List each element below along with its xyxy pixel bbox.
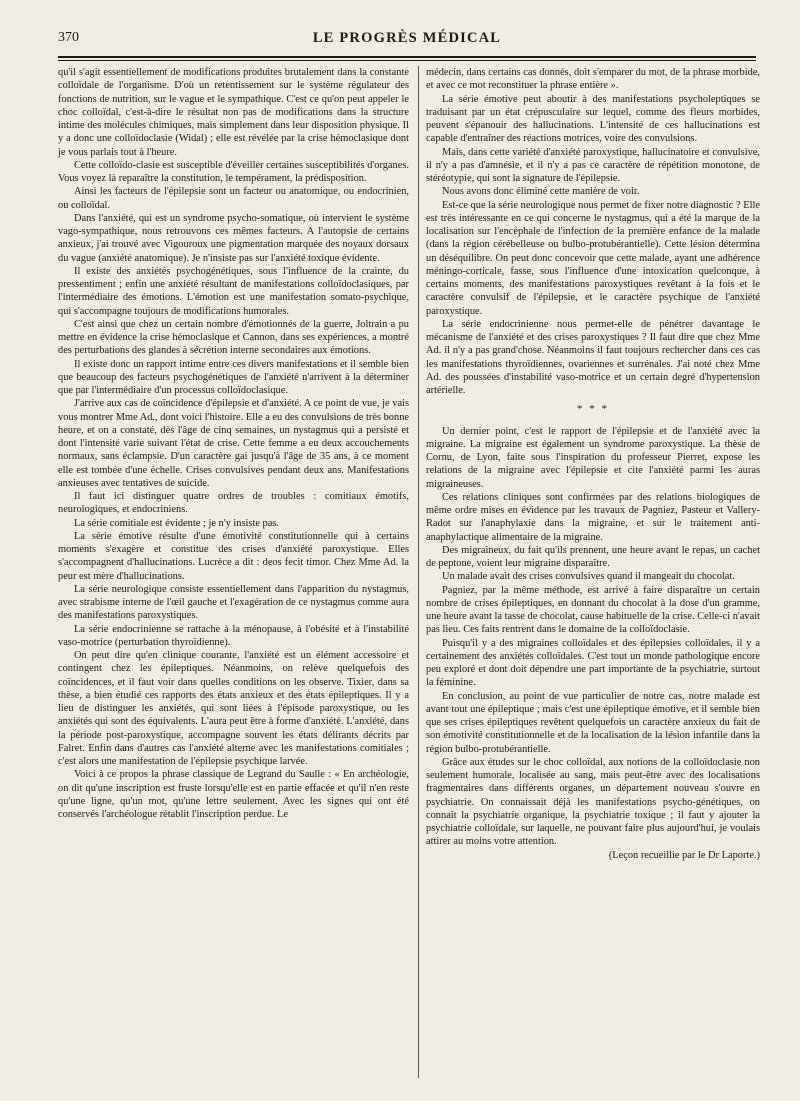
paragraph: Dans l'anxiété, qui est un syndrome psycho-somatique, où intervient le système vago-sympathique, nous retrouvons ces mêmes facteurs. A l'autopsie de certains anxieux, j'ai trouvé avec Vigouroux une pigmentation marquée des noyaux dorsaux du vague (anxiété anatomique). Je n'insiste pas sur l'anxiété toxique évidente. — [58, 212, 409, 264]
paragraph: Un malade avait des crises convulsives quand il mangeait du chocolat. — [442, 571, 735, 583]
page-header — [58, 30, 756, 52]
paragraph: Il faut ici distinguer quatre ordres de troubles : comitiaux émotifs, neurologiques, et endocriniens. — [58, 491, 409, 516]
paragraph: Il existe donc un rapport intime entre ces divers manifestations et il semble bien que beaucoup des facteurs psychogénétiques de l'anxiété n'arrivent à la déterminer que par l'intermédiaire d'un processus colloïdoclasique. — [58, 358, 409, 396]
paragraph: Ces relations cliniques sont confirmées par des relations biologiques de même ordre mises en évidence par les travaux de Pagniez, Pasteur et Vallery-Radot sur l'anaphylaxie dans la migraine, et sur le traitement anti-anaphylactique alimentaire de la migraine. — [426, 491, 760, 543]
paragraph: Grâce aux études sur le choc colloïdal, aux notions de la colloïdoclasie non seulement humorale, localisée au sang, mais peut-être avec des localisations fragmentaires dans différents organes, un département nouveau s'ouvre en psychiatrie. On connaissait déjà les manifestations psycho-génétiques, on connaît la psychiatrie organique, la psychiatrie toxique ; il faut y ajouter la psychiatrie colloïdale, sur laquelle, ne pouvant faire plus aujourd'hui, je voulais attirer au moins votre attention. — [426, 756, 760, 848]
paragraph: Voici à ce propos la phrase classique de Legrand du Saulle : « En archéologie, on dit qu'une inscription est fruste lorsqu'elle est en partie effacée et qu'il n'en reste qu'une ligne, qu'un mot, qu'une lettre seulement. Avec les signes qui ont été conservés l'archéologue rétablit l'inscription perdue. Le — [58, 769, 409, 820]
paragraph: Des migraineux, du fait qu'ils prennent, une heure avant le repas, un cachet de peptone, voient leur migraine disparaître. — [426, 544, 760, 569]
section-separator: * * * — [577, 403, 609, 416]
paragraph: Nous avons donc éliminé cette manière de voir. — [442, 186, 640, 198]
paragraph: La série neurologique consiste essentiellement dans l'apparition du nystagmus, avec strabisme interne de l'œil gauche et l'exagération de ce nystagmus comme aura des manifestations paroxystiques. — [58, 583, 409, 622]
paragraph: J'arrive aux cas de coïncidence d'épilepsie et d'anxiété. A ce point de vue, je vais vous montrer Mme Ad., dont voici l'histoire. Elle a eu des convulsions de très bonne heure, et on a constaté, dès l'âge de cinq semaines, un nystagmus qui a persisté et dont l'intensité varie suivant l'état de crise. Cette femme a eu deux accouchements normaux, sans éclampsie. D'un caractère gai jusqu'à l'âge de 35 ans, à ce moment elle est tombée d'une échelle. Crises convulsives pendant deux ans. Manifestations anxieuses avec tentatives de suicide. — [58, 398, 409, 489]
paragraph: La série comitiale est évidente ; je n'y insiste pas. — [74, 517, 280, 529]
paragraph: Ainsi les facteurs de l'épilepsie sont un facteur ou anatomique, ou endocrinien, ou colloïdal. — [58, 186, 409, 211]
paragraph: Puisqu'il y a des migraines colloïdales et des épilepsies colloïdales, il y a certainement des anxiétés colloïdales. C'est tout un monde pathologique encore peu exploré et dont doit dépendre une part importante de la psychiatrie, surtout la féminine. — [426, 637, 760, 689]
paragraph: La série endocrinienne se rattache à la ménopause, à l'obésité et à l'instabilité vaso-motrice (perturbation thyroïdienne). — [58, 623, 409, 648]
column-divider — [418, 66, 419, 1078]
paragraph: La série émotive résulte d'une émotivité constitutionnelle qui à certains moments s'exagère et constitue des crises d'anxiété paroxystique. Elles s'accompagnent d'hallucinations. Lucrèce a dit : deos fecit timor. Chez Mme Ad. la peur est mère d'hallucinations. — [58, 530, 409, 582]
right-column — [426, 66, 760, 862]
paragraph: Est-ce que la série neurologique nous permet de fixer notre diagnostic ? Elle est très intéressante en ce qui concerne le nystagmus, qui a été la marque de la localisation sur l'encéphale de l'infection de la première enfance de la malade (dans la région cérébelleuse ou bulbo-protubérantielle). Cette lésion détermina un déséquilibre. On peut donc concevoir que cette malade, ayant une adhérence méningo-corticale, fasse, sous l'influence d'une intoxication quelconque, à certains moments, des manifestations paroxystiques revêtant à la fois et le caractère convulsif de l'épilepsie, et le caractère psychique de l'anxiété paroxystique. — [426, 199, 760, 317]
journal-title: LE PROGRÈS MÉDICAL — [312, 30, 502, 46]
paragraph: Il existe des anxiétés psychogénétiques, sous l'influence de la crainte, du pressentiment ; enfin une anxiété résultant de manifestations colloïdoclasiques, par l'intermédiaire des émotions. L'émotion est une manifestation somato-psychique, qui s'accompagne toujours de modifications humorales. — [58, 265, 409, 317]
header-rule-thin — [58, 60, 756, 61]
paragraph: médecin, dans certains cas donnés, doit s'emparer du mot, de la phrase morbide, et avec ce mot reconstituer la phrase entière ». — [426, 67, 760, 92]
paragraph: Cette colloïdo-clasie est susceptible d'éveiller certaines susceptibilités d'organes. Vous voyez là reparaître la constitution, le tempérament, la prédisposition. — [58, 159, 409, 184]
paragraph: La série endocrinienne nous permet-elle de pénétrer davantage le mécanisme de l'anxiété et des crises paroxystiques ? Il faut dire que chez Mme Ad. il n'y a pas grand'chose. Néanmoins il faut toujours rechercher dans ces cas les manifestations thyroïdiennes, ovariennes et surrénales. J'ai noté chez Mme Ad. des poussées d'instabilité vaso-motrice et un certain degré d'hypertension artérielle. — [426, 318, 760, 396]
page-number: 370 — [58, 30, 79, 45]
paragraph: qu'il s'agit essentiellement de modifications produites brutalement dans la constante colloïdale de l'organisme. D'où un retentissement sur le système régulateur des fonctions de nutrition, sur le vague et le sympathique. C'est ce qu'on peut appeler le choc colloïdal, c'est-à-dire le résultat non pas de modifications dans la structure intime des molécules chimiques, mais simplement dans leur disposition physique. Il y a donc une colloïdoclasie (Widal) ; elle est révélée par la crise hémoclasique dont je vous parlais tout à l'heure. — [58, 67, 409, 158]
paragraph: Pagniez, par la même méthode, est arrivé à faire disparaître un certain nombre de crises épileptiques, en donnant du chocolat à la dose d'un gramme, une heure avant la tasse de chocolat, cause habituelle de la crise. Celle-ci n'avait pas lieu. Ces faits rentrent dans le domaine de la colloïdoclasie. — [426, 584, 760, 636]
paragraph: On peut dire qu'en clinique courante, l'anxiété est un élément accessoire et contingent chez les épileptiques. Néanmoins, on relève quelquefois des coïncidences, et il faut voir dans quelles conditions on les observe. Tixier, dans sa thèse, a bien étudié ces rapports des états anxieux et des états épileptiques. Il y a lieu de distinguer les anxiétés, qui sont liées à l'épisode paroxystique, ou les anxiétés qui sont des équivalents. L'aura peut être à forme d'anxiété. L'anxiété, dans la période post-paroxystique, accompagne souvent les états délirants décrits par Falret. Enfin dans d'autres cas l'anxiété alterne avec les manifestations comitiales ; c'est alors une manifestation de l'épilepsie psychique larvée. — [58, 650, 409, 767]
paragraph: Mais, dans cette variété d'anxiété paroxystique, hallucinatoire et convulsive, il n'y a pas d'amnésie, et il n'y a pas ce caractère de répétition monotone, de stéréotypie, qui sont la signature de l'épilepsie. — [426, 146, 760, 184]
paragraph: En conclusion, au point de vue particulier de notre cas, notre malade est avant tout une épileptique ; mais c'est une épileptique émotive, et il semble bien que ses crises épileptiques revêtent quelquefois un caractère anxieux du fait de son émotivité constitutionnelle et de la localisation de la lésion infantile dans la région bulbo-protubérantielle. — [426, 690, 760, 755]
header-rule — [58, 56, 756, 58]
left-column — [58, 66, 409, 821]
signature: (Leçon recueillie par le Dr Laporte.) — [608, 849, 760, 861]
paragraph: C'est ainsi que chez un certain nombre d'émotionnés de la guerre, Joltrain a pu mettre en évidence la crise hémoclasique et Cannon, dans ses expériences, a montré des perturbations des glandes à sécrétion interne secondaires aux émotions. — [58, 318, 409, 357]
paragraph: Un dernier point, c'est le rapport de l'épilepsie et de l'anxiété avec la migraine. La migraine est également un syndrome paroxystique. La thèse de Cornu, de Lyon, faite sous l'inspiration du professeur Pierret, expose les relations de la migraine avec l'épilepsie et cite l'anxiété parmi les auras migraineuses. — [426, 425, 760, 490]
paragraph: La série émotive peut aboutir à des manifestations psycholeptiques se traduisant par un état crépusculaire sur lequel, comme des fleurs morbides, peuvent s'épanouir des hallucinations. L'intensité de ces hallucinations est capable d'entraîner des réactions motrices, voire des convulsions. — [426, 93, 760, 145]
